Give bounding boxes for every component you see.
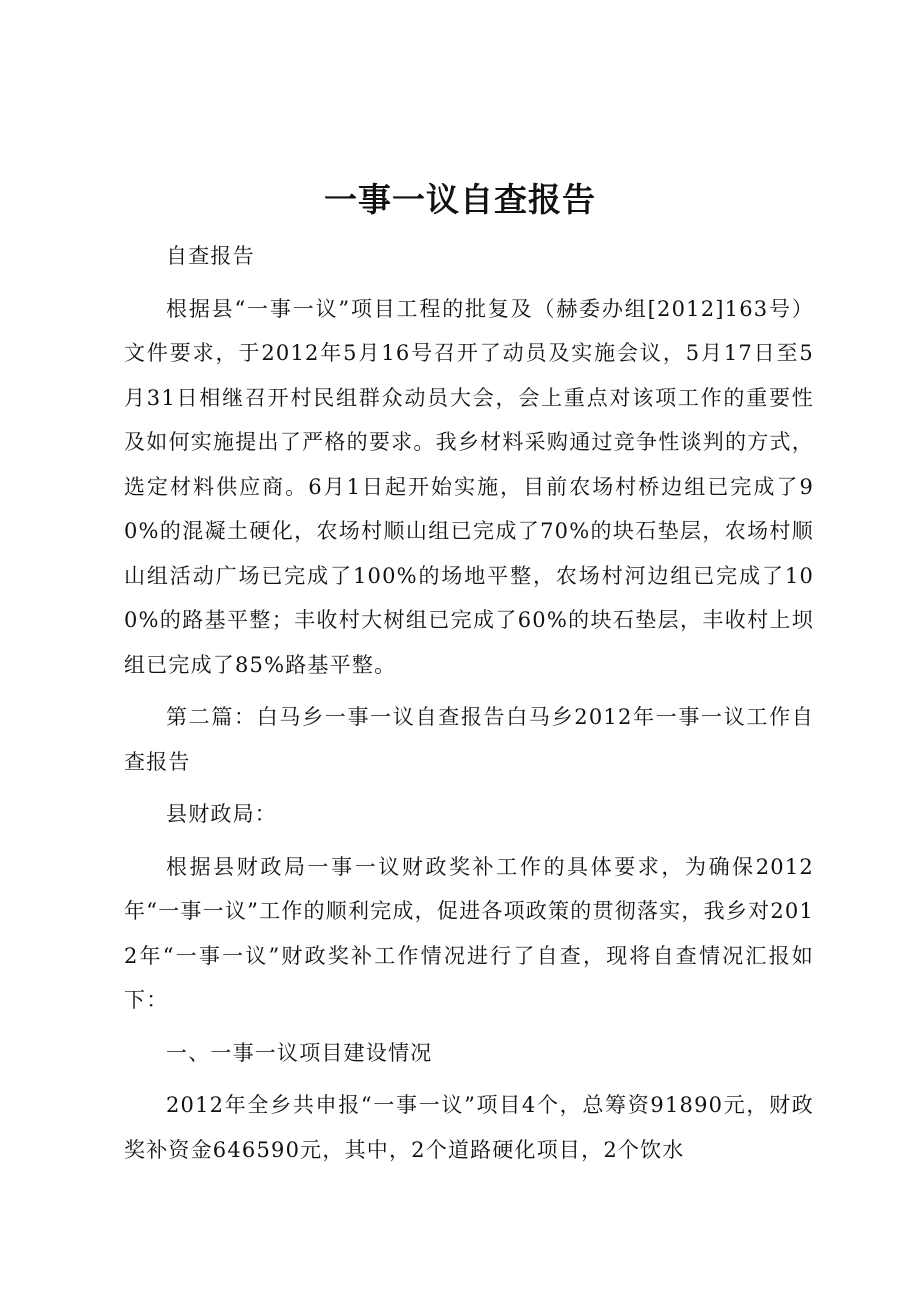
paragraph-project-progress: 根据县“一事一议”项目工程的批复及（赫委办组[2012]163号）文件要求，于2012年5月16号召开了动员及实施会议，5月17日至5月31日相继召开村民组群众动员大会，会上重点对该项工作的重要性及如何实施提出了严格的要求。我乡材料采购通过竞争性谈判的方式，选定材料供应商。6月1日起开始实施，目前农场村桥边组已完成了90%的混凝土硬化，农场村顺山组已完成了70%的块石垫层，农场村顺山组活动广场已完成了100%的场地平整，农场村河边组已完成了100%的路基平整；丰收村大树组已完成了60%的块石垫层，丰收村上坝组已完成了85%路基平整。	[124, 296, 814, 677]
paragraph-second-article-title: 第二篇：白马乡一事一议自查报告白马乡2012年一事一议工作自查报告	[124, 705, 814, 774]
paragraph-funding-summary: 2012年全乡共申报“一事一议”项目4个，总筹资91890元，财政奖补资金646590元，其中，2个道路硬化项目，2个饮水	[124, 1093, 814, 1162]
document-body	[124, 234, 814, 1172]
paragraph-heading-self-check: 自查报告	[166, 244, 255, 268]
paragraph-introduction: 根据县财政局一事一议财政奖补工作的具体要求，为确保2012年“一事一议”工作的顺利完成，促进各项政策的贯彻落实，我乡对2012年“一事一议”财政奖补工作情况进行了自查，现将自查情况汇报如下：	[124, 854, 814, 1012]
document-title: 一事一议自查报告	[324, 180, 596, 219]
paragraph-section-heading: 一、一事一议项目建设情况	[166, 1040, 433, 1065]
paragraph-addressee: 县财政局：	[166, 802, 277, 826]
